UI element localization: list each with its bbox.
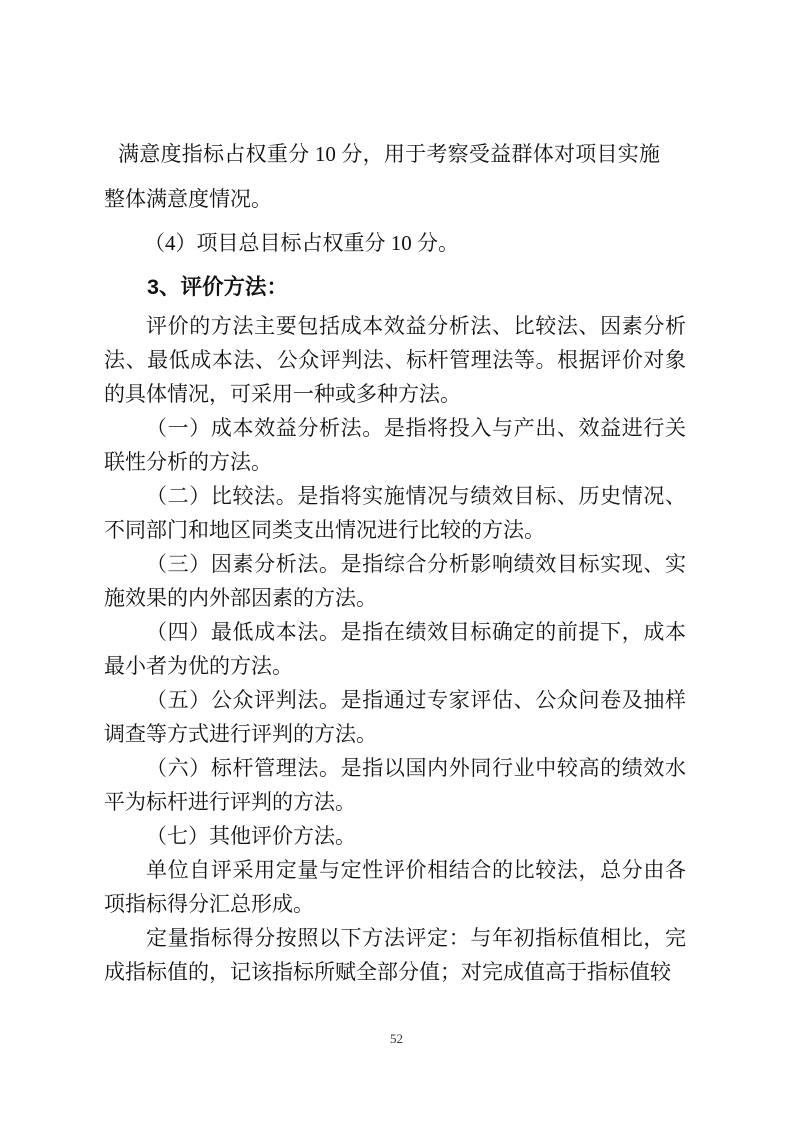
paragraph: （二）比较法。是指将实施情况与绩效目标、历史情况、不同部门和地区同类支出情况进行比较的方法。 [104,484,686,542]
page-number: 52 [390,1031,403,1046]
paragraph: （七）其他评价方法。 [146,824,356,848]
paragraph: （四）最低成本法。是指在绩效目标确定的前提下，成本最小者为优的方法。 [104,620,686,678]
paragraph: （五）公众评判法。是指通过专家评估、公众问卷及抽样调查等方式进行评判的方法。 [104,688,686,746]
paragraph-satisfaction-indicator: 满意度指标占权重分 10 分，用于考察受益群体对项目实施整体满意度情况。 [104,142,660,211]
paragraph: 定量指标得分按照以下方法评定：与年初指标值相比，完成指标值的，记该指标所赋全部分值；对完成值高于指标值较 [104,926,686,984]
paragraph-list [104,309,686,989]
paragraph: （六）标杆管理法。是指以国内外同行业中较高的绩效水平为标杆进行评判的方法。 [104,756,686,814]
document-content [104,132,686,989]
section-heading-evaluation-methods: 3、评价方法： [147,275,288,299]
paragraph-item-4: （4）项目总目标占权重分 10 分。 [144,231,459,255]
paragraph: （一）成本效益分析法。是指将投入与产出、效益进行关联性分析的方法。 [104,416,686,474]
paragraph: 单位自评采用定量与定性评价相结合的比较法，总分由各项指标得分汇总形成。 [104,858,686,916]
paragraph: （三）因素分析法。是指综合分析影响绩效目标实现、实施效果的内外部因素的方法。 [104,552,686,610]
paragraph: 评价的方法主要包括成本效益分析法、比较法、因素分析法、最低成本法、公众评判法、标杆管理法等。根据评价对象的具体情况，可采用一种或多种方法。 [104,314,686,406]
